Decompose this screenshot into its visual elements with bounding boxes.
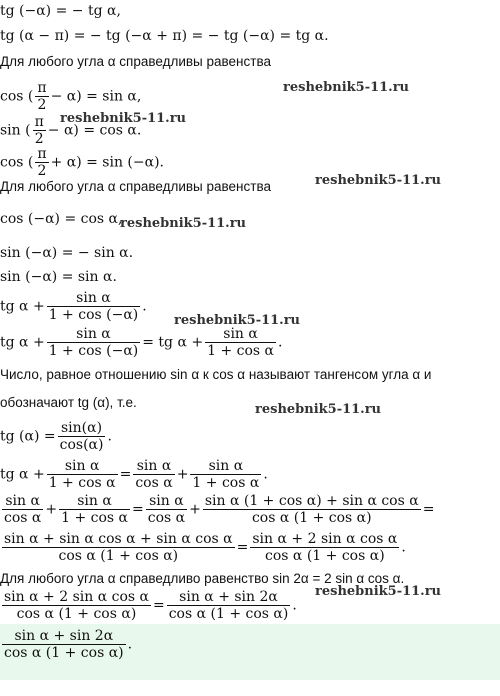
formula-line: tg α + $\frac{\text{sin α}}{1 + \cos (-\alpha)}$ = tg α + $\frac{\text{sin α}}{\text{1 + cos α}}$ . [0, 326, 283, 359]
watermark: reshebnik5-11.ru [60, 111, 187, 126]
watermark: reshebnik5-11.ru [315, 173, 442, 188]
text-line: Для любого угла α справедливо равенство sin 2α = 2 sin α cos α. [0, 571, 405, 586]
watermark: reshebnik5-11.ru [283, 80, 410, 95]
formula-line: $\frac{\text{sin α + sin α cos α + sin α cos α}}{\text{cos α (1 + cos α)}}$ = $\frac{\text{sin α + 2 sin α cos α}}{\text{cos α (1 + cos α)}}$ . [4, 531, 406, 564]
watermark: reshebnik5-11.ru [315, 584, 442, 599]
watermark: reshebnik5-11.ru [174, 313, 301, 328]
formula-line: sin ( $\frac{\pi}{2}$ − α) = cos α. [0, 114, 142, 147]
watermark: reshebnik5-11.ru [120, 216, 247, 231]
text-line: Для любого угла α справедливы равенства [0, 54, 271, 69]
formula-line: tg (α) = $\frac{\sin(\alpha)}{\cos(\alpha)}$ . [0, 420, 112, 453]
formula-line: $\frac{\text{sin α}}{\text{cos α}}$ + $\frac{\text{sin α}}{\text{1 + cos α}}$ = $\frac{\text{sin α}}{\text{cos α}}$ + $\frac{\text{sin α (1 + cos α) + sin α cos α}}{\text{cos α (1 + cos α)}}$ = [4, 493, 435, 526]
formula-line: sin (−α) = sin α. [0, 269, 117, 285]
formula-line: cos (−α) = cos α, [0, 211, 123, 227]
answer-formula: $\frac{\text{sin α + sin 2α}}{\text{cos α (1 + cos α)}}$ . [4, 628, 133, 661]
formula-line: tg (−α) = − tg α, [0, 3, 121, 19]
text-line: Число, равное отношению sin α к cos α называют тангенсом угла α и [0, 367, 432, 382]
text-line: Для любого угла α справедливы равенства [0, 179, 271, 194]
formula-line: tg α + $\frac{\text{sin α}}{1 + \cos (-\alpha)}$ . [0, 290, 147, 323]
watermark: reshebnik5-11.ru [255, 402, 382, 417]
text-line: обозначают tg (α), т.е. [0, 395, 137, 410]
formula-line: cos ( $\frac{\pi}{2}$ − α) = sin α, [0, 80, 142, 113]
formula-line: sin (−α) = − sin α. [0, 245, 134, 261]
formula-line: tg (α − π) = − tg (−α + π) = − tg (−α) = tg α. [0, 28, 329, 44]
formula-line: cos ( $\frac{\pi}{2}$ + α) = sin (−α). [0, 146, 164, 179]
formula-line: $\frac{\text{sin α + 2 sin α cos α}}{\text{cos α (1 + cos α)}}$ = $\frac{\text{sin α + sin 2α}}{\text{cos α (1 + cos α)}}$ . [4, 589, 297, 622]
formula-line: tg α + $\frac{\text{sin α}}{\text{1 + cos α}}$ = $\frac{\text{sin α}}{\text{cos α}}$ + $\frac{\text{sin α}}{\text{1 + cos α}}$ . [0, 458, 268, 491]
